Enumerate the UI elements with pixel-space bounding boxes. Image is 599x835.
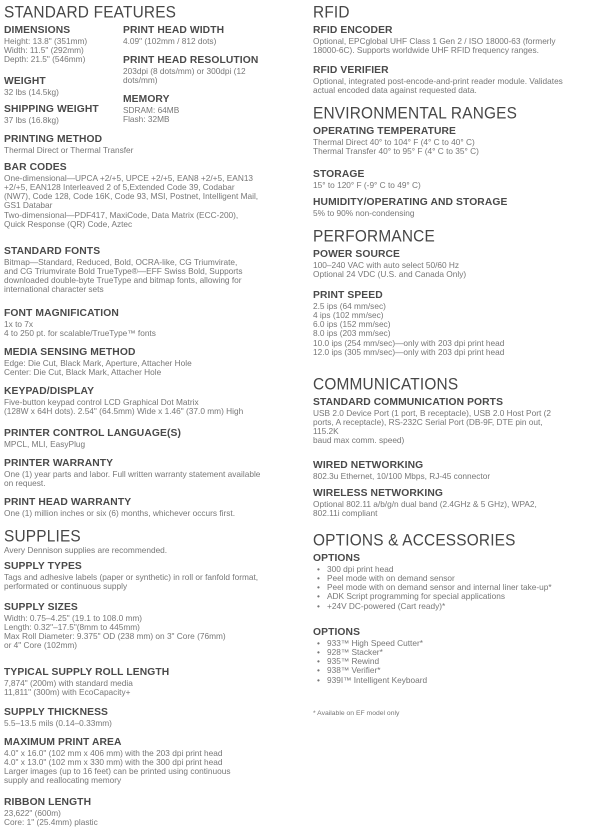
option-item: • 939I™ Intelligent Keyboard (327, 676, 596, 685)
shipping-weight-block (4, 104, 116, 125)
memory-flash: Flash: 32MB (123, 113, 170, 124)
printer-warranty-block (4, 458, 304, 488)
weight-title: WEIGHT (4, 76, 46, 87)
bar-codes-block (4, 162, 304, 229)
operating-temperature-direct: Thermal Direct 40° to 104° F (4° C to 40° C) (313, 136, 475, 147)
wired-networking-title: WIRED NETWORKING (313, 460, 424, 471)
communication-ports-title: STANDARD COMMUNICATION PORTS (313, 397, 504, 408)
print-head-resolution-title: PRINT HEAD RESOLUTION (123, 55, 259, 66)
printer-warranty-title: PRINTER WARRANTY (4, 458, 114, 469)
rfid-verifier-block (313, 65, 596, 95)
memory-block (123, 94, 303, 124)
bar-codes-line4: GS1 Databar (4, 200, 53, 211)
standard-features-heading: STANDARD FEATURES (4, 4, 177, 22)
font-magnification-line1: 1x to 7x (4, 318, 34, 329)
keypad-display-title: KEYPAD/DISPLAY (4, 386, 95, 397)
option-item: • ADK Script programming for special applications (327, 592, 596, 601)
max-print-area-block (4, 737, 304, 786)
print-head-warranty-block (4, 497, 304, 518)
operating-temperature-transfer: Thermal Transfer 40° to 95° F (4° C to 35° C) (313, 145, 479, 156)
media-sensing-block (4, 347, 304, 377)
standard-fonts-line4: international character sets (4, 284, 104, 295)
print-speed-line2: 4 ips (102 mm/sec) (313, 309, 384, 320)
communication-ports-line1: USB 2.0 Device Port (1 port, B receptacle), USB 2.0 Host Port (2 (313, 407, 551, 418)
operating-temperature-block (313, 126, 596, 156)
options-block-2 (313, 627, 596, 685)
roll-length-line1: 7,874" (200m) with standard media (4, 677, 133, 688)
bar-codes-line1: One-dimensional—UPCA +2/+5, UPCE +2/+5, EAN8 +2/+5, EAN13 (4, 172, 254, 183)
supply-sizes-max-roll: Max Roll Diameter: 9.375" OD (238 mm) on 3" Core (76mm) (4, 631, 226, 642)
environmental-ranges-heading: ENVIRONMENTAL RANGES (313, 105, 518, 123)
power-source-line1: 100–240 VAC with auto select 50/60 Hz (313, 259, 460, 270)
print-speed-line1: 2.5 ips (64 mm/sec) (313, 300, 386, 311)
supply-sizes-length: Length: 0.32"–17.5"(8mm to 445mm) (4, 621, 140, 632)
rfid-encoder-line2: 18000-6C). Supports worldwide UHF RFID frequency ranges. (313, 44, 539, 55)
shipping-weight-title: SHIPPING WEIGHT (4, 104, 99, 115)
memory-sdram: SDRAM: 64MB (123, 104, 180, 115)
dimensions-height: Height: 13.8" (351mm) (4, 35, 88, 46)
roll-length-line2: 11,811" (300m) with EcoCapacity+ (4, 686, 131, 697)
communications-heading: COMMUNICATIONS (313, 376, 459, 394)
control-language-title: PRINTER CONTROL LANGUAGE(S) (4, 428, 181, 439)
rfid-heading: RFID (313, 4, 350, 22)
supplies-heading: SUPPLIES (4, 528, 81, 546)
wireless-networking-title: WIRELESS NETWORKING (313, 488, 444, 499)
print-speed-block (313, 290, 596, 357)
supply-types-block (4, 561, 304, 591)
power-source-title: POWER SOURCE (313, 249, 401, 260)
options-list-2 (313, 639, 596, 685)
max-print-area-line2: 4.0" x 13.0" (102 mm x 330 mm) with the 300 dpi print head (4, 756, 223, 767)
media-sensing-line2: Center: Die Cut, Black Mark, Attacher Hole (4, 366, 162, 377)
option-item: • Peel mode with on demand sensor and internal liner take-up* (327, 583, 596, 592)
font-magnification-block (4, 308, 304, 338)
communication-ports-line3: 115.2K (313, 426, 339, 437)
printer-warranty-line1: One (1) year parts and labor. Full written warranty statement available (4, 468, 261, 479)
roll-length-block (4, 667, 304, 697)
supply-thickness-value: 5.5–13.5 mils (0.14–0.33mm) (4, 717, 112, 728)
keypad-display-line1: Five-button keypad control LCD Graphical Dot Matrix (4, 396, 199, 407)
humidity-block (313, 197, 596, 218)
print-speed-title: PRINT SPEED (313, 290, 383, 301)
rfid-verifier-line1: Optional, integrated post-encode-and-print reader module. Validates (313, 75, 563, 86)
humidity-title: HUMIDITY/OPERATING AND STORAGE (313, 197, 508, 208)
supply-thickness-title: SUPPLY THICKNESS (4, 707, 109, 718)
supply-thickness-block (4, 707, 304, 728)
standard-fonts-line2: and CG Triumvirate Bold TrueType®—EFF Swiss Bold, Supports (4, 265, 243, 276)
print-speed-line3: 6.0 ips (152 mm/sec) (313, 319, 391, 330)
media-sensing-title: MEDIA SENSING METHOD (4, 347, 136, 358)
ribbon-length-core: Core: 1" (25.4mm) plastic (4, 816, 98, 827)
bar-codes-line2: +2/+5, EAN128 Interleaved 2 of 5,Extended Code 39, Codabar (4, 181, 235, 192)
option-item: • +24V DC-powered (Cart ready)* (327, 602, 596, 611)
supply-sizes-title: SUPPLY SIZES (4, 602, 78, 613)
standard-fonts-block (4, 246, 304, 295)
print-speed-line4: 8.0 ips (203 mm/sec) (313, 328, 391, 339)
options-title-2: OPTIONS (313, 627, 361, 638)
font-magnification-line2: 4 to 250 pt. for scalable/TrueType™ fonts (4, 327, 156, 338)
ribbon-length-title: RIBBON LENGTH (4, 797, 92, 808)
wireless-networking-line2: 802.11i compliant (313, 507, 378, 518)
standard-fonts-line3: downloaded double-byte TrueType and bitmap fonts, allowing for (4, 275, 242, 286)
bar-codes-line5: Two-dimensional—PDF417, MaxiCode, Data Matrix (ECC-200), (4, 209, 239, 220)
standard-fonts-title: STANDARD FONTS (4, 246, 101, 257)
supply-sizes-block (4, 602, 304, 651)
shipping-weight-value: 37 lbs (16.8kg) (4, 114, 59, 125)
supplies-intro: Avery Dennison supplies are recommended. (4, 545, 168, 555)
supply-sizes-core: or 4" Core (102mm) (4, 640, 78, 651)
keypad-display-block (4, 386, 304, 416)
memory-title: MEMORY (123, 94, 170, 105)
print-speed-line5: 10.0 ips (254 mm/sec)—only with 203 dpi print head (313, 337, 505, 348)
keypad-display-line2: (128W x 64H dots). 2.54" (64.5mm) Wide x 1.46" (37.0 mm) High (4, 405, 244, 416)
bar-codes-title: BAR CODES (4, 162, 67, 173)
options-accessories-heading: OPTIONS & ACCESSORIES (313, 532, 516, 550)
option-item: • Peel mode with on demand sensor (327, 574, 596, 583)
rfid-encoder-line1: Optional, EPCglobal UHF Class 1 Gen 2 / ISO 18000-63 (formerly (313, 35, 556, 46)
supply-sizes-width: Width: 0.75–4.25" (19.1 to 108.0 mm) (4, 612, 143, 623)
standard-fonts-line1: Bitmap—Standard, Reduced, Bold, OCRA-like, CG Triumvirate, (4, 256, 238, 267)
print-speed-line6: 12.0 ips (305 mm/sec)—only with 203 dpi print head (313, 346, 505, 357)
rfid-verifier-title: RFID VERIFIER (313, 65, 389, 76)
footnote: * Available on EF model only (313, 710, 400, 717)
supply-types-title: SUPPLY TYPES (4, 561, 82, 572)
storage-title: STORAGE (313, 169, 365, 180)
print-head-width-title: PRINT HEAD WIDTH (123, 25, 225, 36)
storage-block (313, 169, 596, 190)
option-item: • 928™ Stacker* (327, 648, 596, 657)
options-title-1: OPTIONS (313, 553, 361, 564)
max-print-area-line1: 4.0" x 16.0" (102 mm x 406 mm) with the 203 dpi print head (4, 747, 223, 758)
max-print-area-line3: Larger images (up to 16 feet) can be printed using continuous (4, 766, 231, 777)
max-print-area-title: MAXIMUM PRINT AREA (4, 737, 122, 748)
option-item: • 300 dpi print head (327, 565, 596, 574)
ribbon-length-value: 23,622" (600m) (4, 807, 61, 818)
print-head-resolution-block (123, 55, 303, 85)
performance-heading: PERFORMANCE (313, 228, 435, 246)
option-item: • 935™ Rewind (327, 657, 596, 666)
wired-networking-value: 802.3u Ethernet, 10/100 Mbps, RJ-45 connector (313, 470, 491, 481)
options-block-1 (313, 553, 596, 611)
storage-value: 15° to 120° F (-9° C to 49° C) (313, 179, 421, 190)
option-item: • 938™ Verifier* (327, 666, 596, 675)
printing-method-block (4, 134, 304, 155)
print-head-resolution-line2: dots/mm) (123, 74, 158, 85)
wired-networking-block (313, 460, 596, 481)
printing-method-title: PRINTING METHOD (4, 134, 103, 145)
print-head-warranty-value: One (1) million inches or six (6) months, whichever occurs first. (4, 507, 236, 518)
printing-method-value: Thermal Direct or Thermal Transfer (4, 144, 134, 155)
dimensions-title: DIMENSIONS (4, 25, 71, 36)
rfid-encoder-title: RFID ENCODER (313, 25, 393, 36)
wireless-networking-block (313, 488, 596, 518)
options-list-1 (313, 565, 596, 611)
control-language-block (4, 428, 304, 449)
print-head-resolution-line1: 203dpi (8 dots/mm) or 300dpi (12 (123, 65, 246, 76)
dimensions-width: Width: 11.5" (292mm) (4, 44, 84, 55)
weight-value: 32 lbs (14.5kg) (4, 86, 59, 97)
operating-temperature-title: OPERATING TEMPERATURE (313, 126, 457, 137)
media-sensing-line1: Edge: Die Cut, Black Mark, Aperture, Attacher Hole (4, 357, 192, 368)
power-source-line2: Optional 24 VDC (U.S. and Canada Only) (313, 268, 467, 279)
bar-codes-line6: Quick Response (QR) Code, Aztec (4, 218, 133, 229)
rfid-verifier-line2: actual encoded data against requested data. (313, 84, 477, 95)
dimensions-block (4, 25, 116, 64)
wireless-networking-line1: Optional 802.11 a/b/g/n dual band (2.4GHz & 5 GHz), WPA2, (313, 498, 537, 509)
ribbon-length-block (4, 797, 304, 827)
bar-codes-line3: (NW7), Code 128, Code 16K, Code 93, MSI, Postnet, Intelligent Mail, (4, 191, 259, 202)
font-magnification-title: FONT MAGNIFICATION (4, 308, 119, 319)
print-head-width-value: 4.09" (102mm / 812 dots) (123, 35, 217, 46)
communication-ports-block (313, 397, 596, 446)
option-item: • 933™ High Speed Cutter* (327, 639, 596, 648)
weight-block (4, 76, 116, 97)
printer-warranty-line2: on request. (4, 477, 46, 488)
communication-ports-line4: baud max comm. speed) (313, 435, 405, 446)
dimensions-depth: Depth: 21.5" (546mm) (4, 54, 86, 65)
supply-types-line1: Tags and adhesive labels (paper or synthetic) in roll or fanfold format, (4, 571, 259, 582)
control-language-value: MPCL, MLI, EasyPlug (4, 438, 86, 449)
supply-types-line2: performated or continuous supply (4, 580, 128, 591)
roll-length-title: TYPICAL SUPPLY ROLL LENGTH (4, 667, 170, 678)
print-head-width-block (123, 25, 303, 46)
power-source-block (313, 249, 596, 279)
max-print-area-line4: supply and reallocating memory (4, 775, 122, 786)
communication-ports-line2: ports, A receptacle), RS-232C Serial Port (DB-9F, DTE pin out, (313, 416, 543, 427)
humidity-value: 5% to 90% non-condensing (313, 207, 415, 218)
rfid-encoder-block (313, 25, 596, 55)
print-head-warranty-title: PRINT HEAD WARRANTY (4, 497, 132, 508)
